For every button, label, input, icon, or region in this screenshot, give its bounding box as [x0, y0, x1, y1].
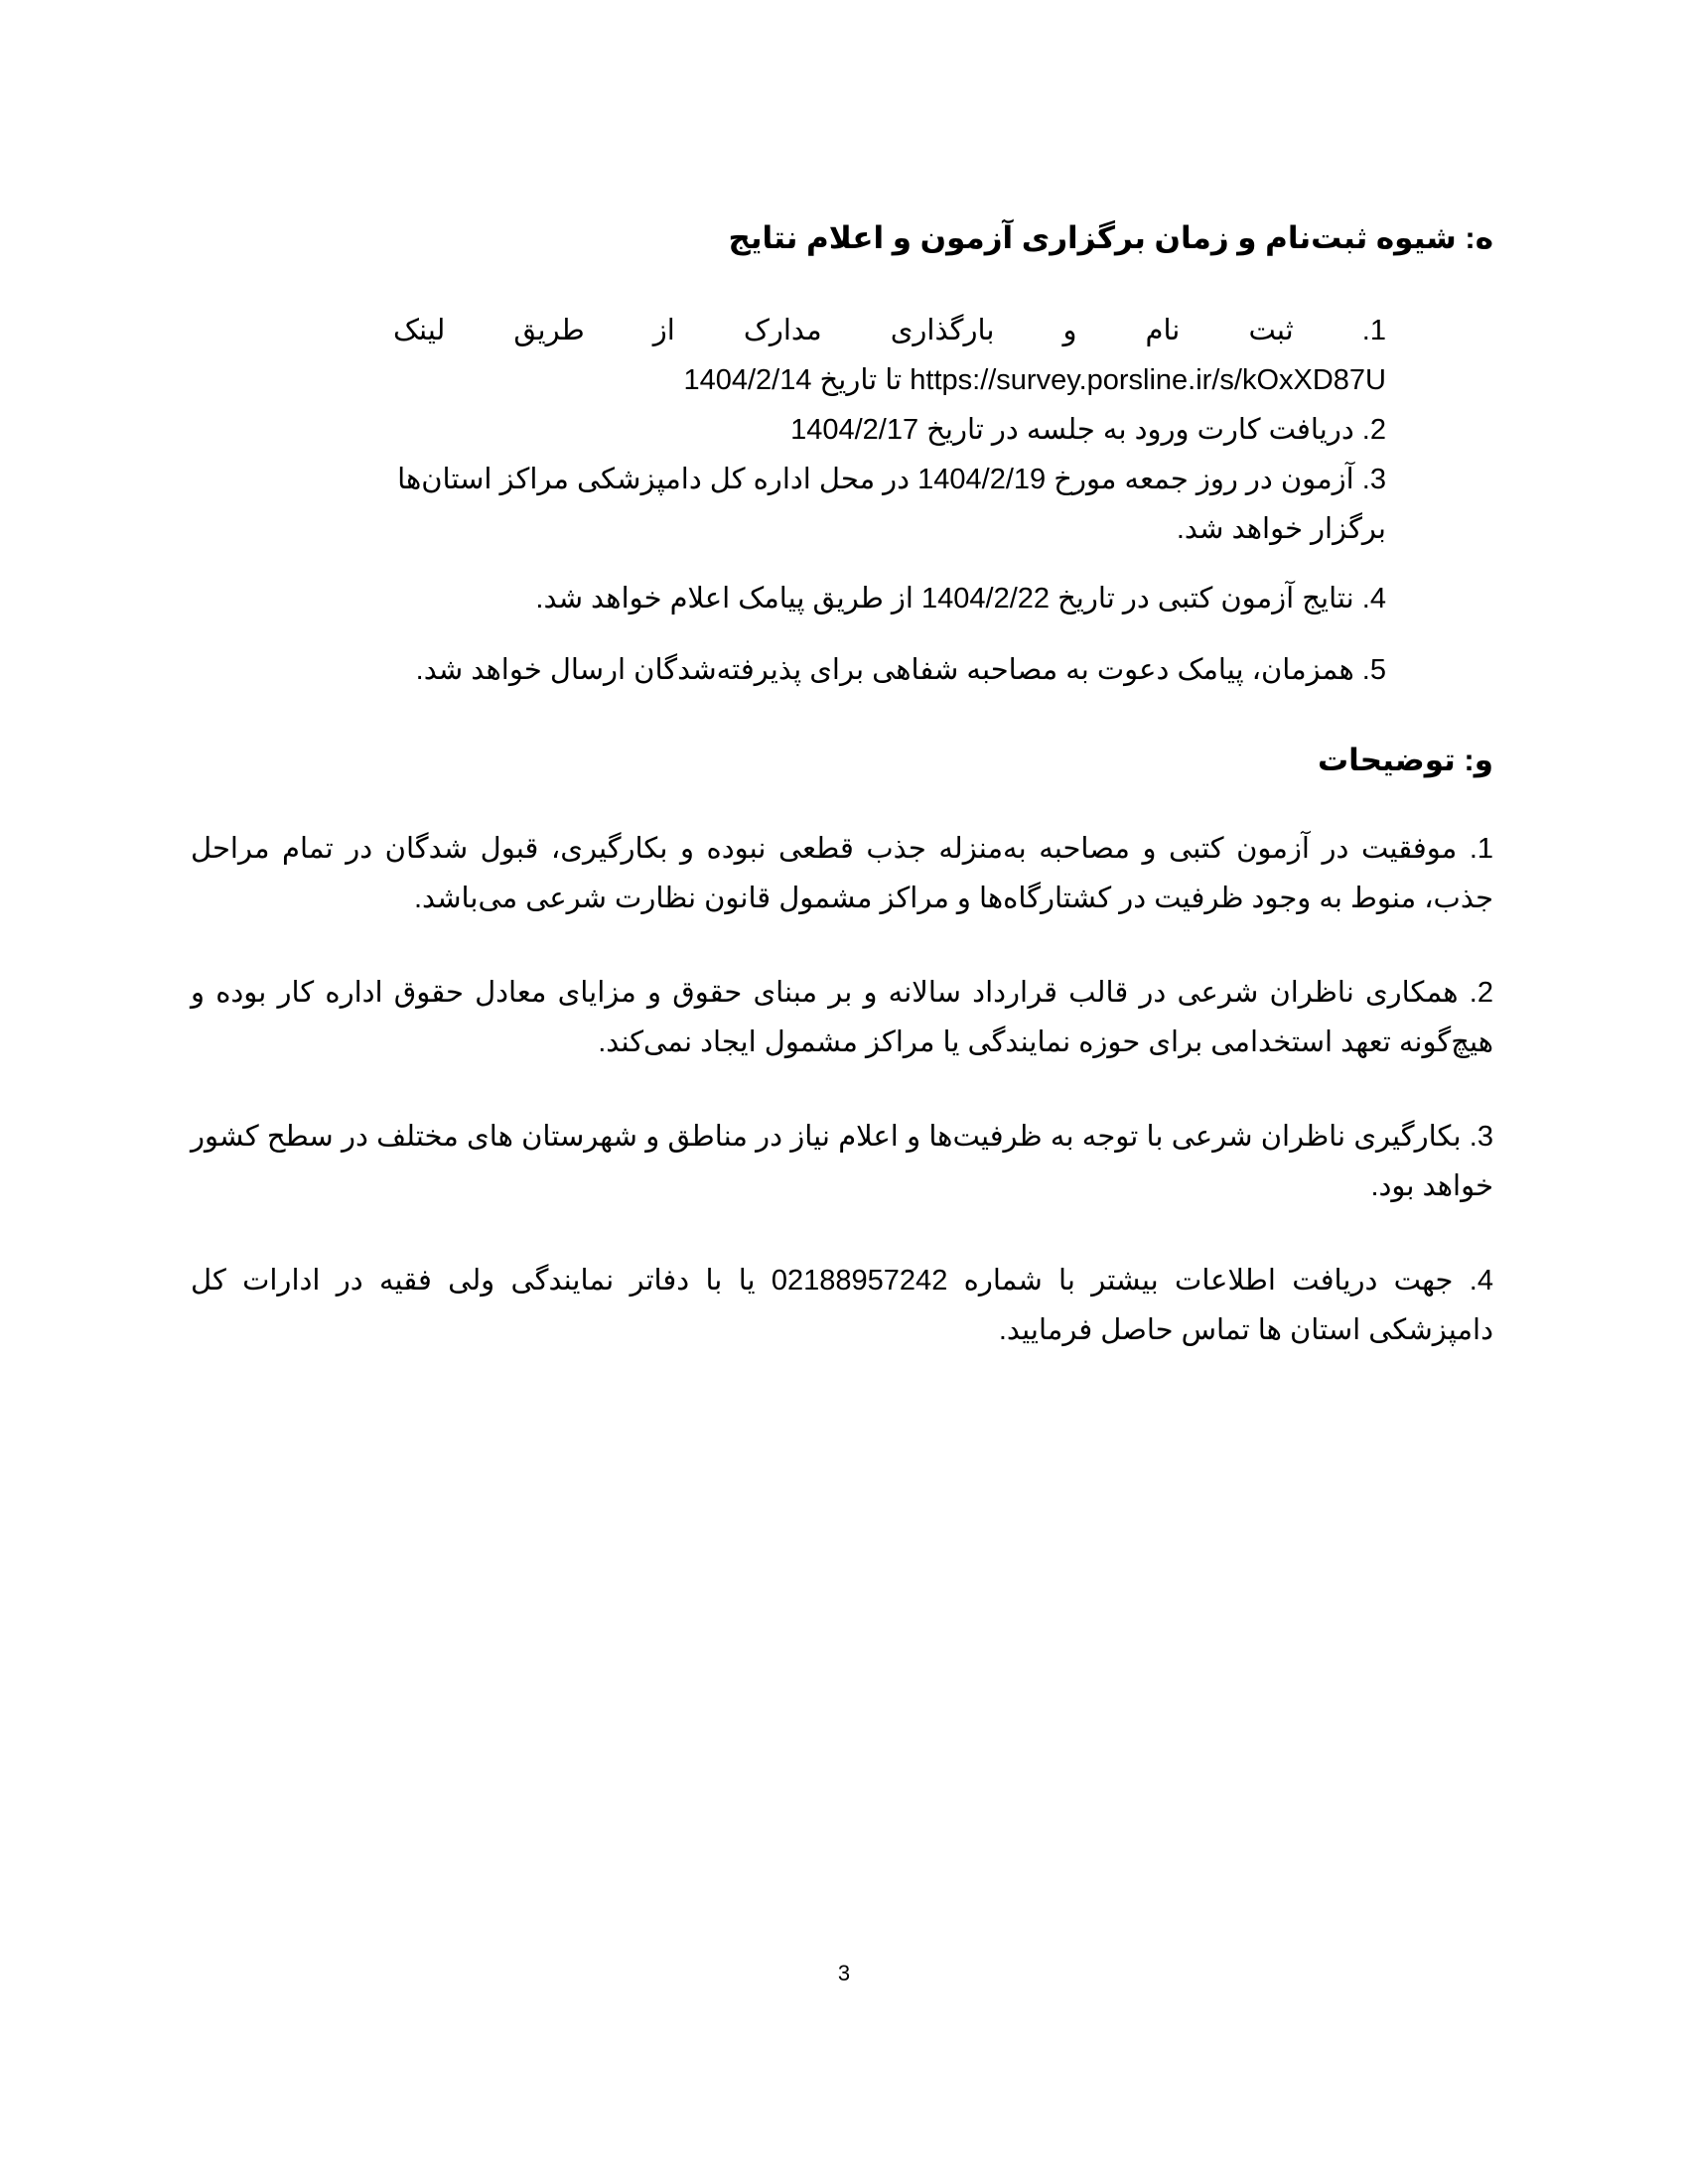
note-text: جهت دریافت اطلاعات بیشتر با شماره 02188957242 یا با دفاتر نمایندگی ولی فقیه در ادارات کل دامپزشکی استان ها تماس حاصل فرمایید. [191, 1265, 1493, 1346]
list-item-text: تا تاریخ 1404/2/14 [683, 364, 903, 396]
word: مدارک [743, 315, 822, 346]
note-text: موفقیت در آزمون کتبی و مصاحبه به‌منزله جذب قطعی نبوده و بکارگیری، قبول شدگان در تمام مراحل جذب، منوط به وجود ظرفیت در کشتارگاه‌ها و مراکز مشمول قانون نظارت شرعی می‌باشد. [191, 833, 1493, 914]
note-number: 1. [1469, 833, 1494, 865]
list-item-results [535, 574, 1386, 623]
section-heading-registration: ه: شیوه ثبت‌نام و زمان برگزاری آزمون و اعلام نتایج [728, 220, 1493, 255]
note-number: 2. [1469, 977, 1493, 1009]
note-paragraph [191, 968, 1493, 1067]
list-item-number: 4. [1361, 583, 1386, 614]
page-number: 3 [837, 1961, 851, 1985]
list-item-text: همزمان، پیامک دعوت به مصاحبه شفاهی برای پذیرفته‌شدگان ارسال خواهد شد. [415, 654, 1354, 686]
list-item-text: دریافت کارت ورود به جلسه در تاریخ 1404/2/17 [790, 414, 1354, 446]
note-number: 4. [1469, 1265, 1493, 1297]
word: از [652, 315, 675, 346]
note-text: همکاری ناظران شرعی در قالب قرارداد سالانه و بر مبنای حقوق و مزایای معادل حقوق اداره کار بوده و هیچ‌گونه تعهد استخدامی برای حوزه نمایندگی یا مراکز مشمول ایجاد نمی‌کند. [191, 977, 1493, 1058]
list-item-line [393, 355, 1386, 405]
registration-link[interactable]: https://survey.porsline.ir/s/kOxXD87U [910, 364, 1386, 396]
note-paragraph [191, 824, 1493, 923]
list-item-exam-date [383, 455, 1386, 554]
list-item-registration-link [393, 306, 1386, 405]
list-item-entry-card [790, 405, 1386, 455]
word: و [1062, 315, 1077, 346]
word: لینک [393, 315, 446, 346]
list-item-interview-invite [416, 645, 1386, 695]
section-heading-notes: و: توضیحات [1317, 743, 1493, 777]
note-paragraph [191, 1112, 1493, 1211]
list-item-line [393, 306, 1386, 355]
note-paragraph [191, 1256, 1493, 1355]
note-number: 3. [1469, 1121, 1493, 1153]
list-item-number: 5. [1361, 654, 1386, 686]
word: نام [1145, 315, 1181, 346]
list-item-number: 2. [1361, 414, 1386, 446]
list-item-number: 1. [1361, 315, 1386, 346]
word: طریق [513, 315, 585, 346]
word: ثبت [1248, 315, 1294, 346]
list-item-number: 3. [1361, 464, 1386, 495]
note-text: بکارگیری ناظران شرعی با توجه به ظرفیت‌ها و اعلام نیاز در مناطق و شهرستان های مختلف در سطح کشور خواهد بود. [191, 1121, 1493, 1202]
list-item-text: آزمون در روز جمعه مورخ 1404/2/19 در محل اداره کل دامپزشکی مراکز استان‌ها برگزار خواهد شد. [397, 464, 1386, 545]
list-item-text: نتایج آزمون کتبی در تاریخ 1404/2/22 از طریق پیامک اعلام خواهد شد. [535, 583, 1354, 614]
word: بارگذاری [890, 315, 995, 346]
